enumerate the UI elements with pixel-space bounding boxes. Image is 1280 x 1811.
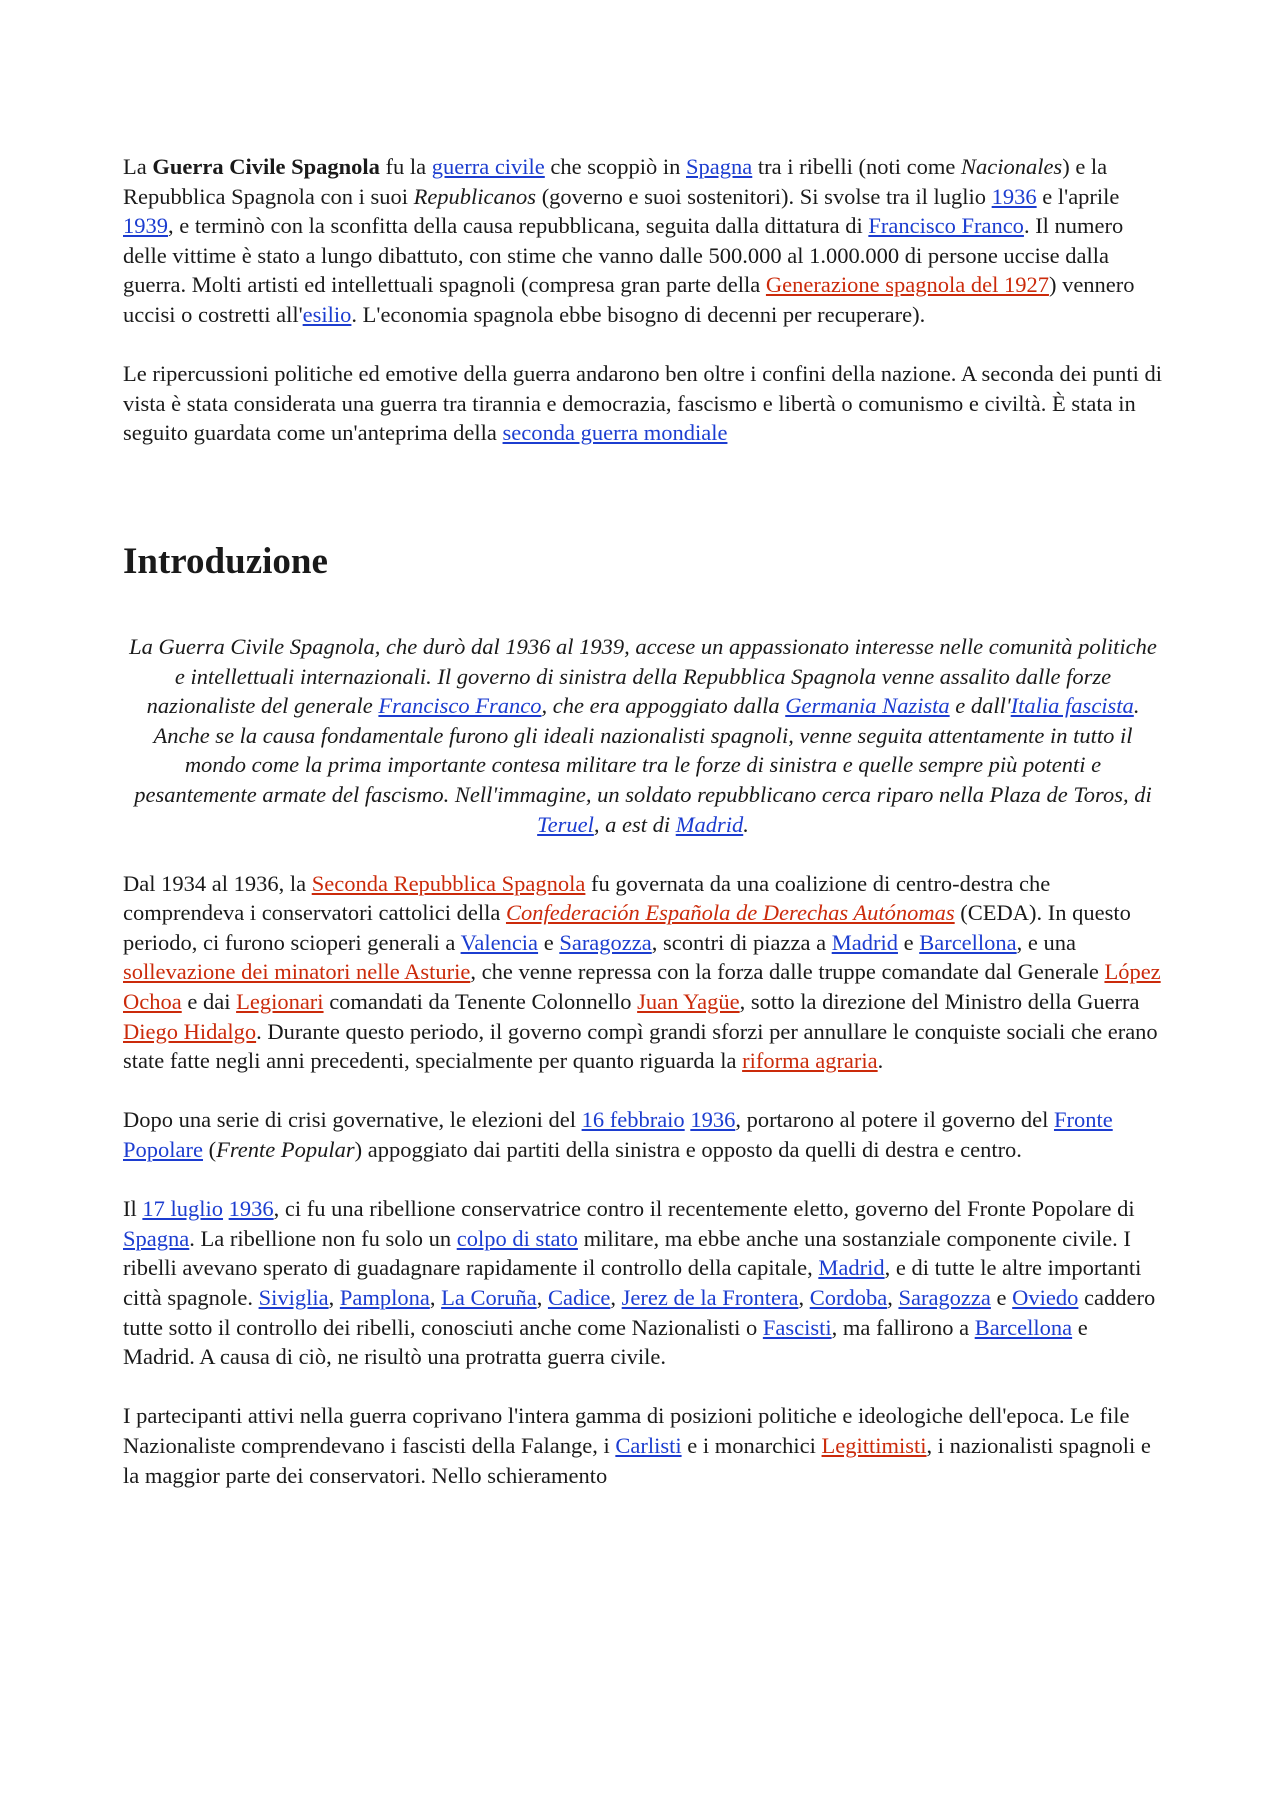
link-sollevazione-asturie[interactable]: sollevazione dei minatori nelle Asturie xyxy=(123,959,471,985)
link-17-luglio[interactable]: 17 luglio xyxy=(142,1196,224,1222)
link-carlisti[interactable]: Carlisti xyxy=(615,1432,682,1458)
link-spagna[interactable]: Spagna xyxy=(686,154,753,179)
link-madrid-2[interactable]: Madrid xyxy=(818,1255,885,1281)
body-paragraph-partecipanti: I partecipanti attivi nella guerra coprivano l'intera gamma di posizioni politiche e ideologiche dell'epoca. Le file Nazionaliste comprendevano i fascisti della Falange, i Carlisti e i monarchici Legittimisti, i nazionalisti spagnoli e la maggior parte dei conservatori. Nello schieramento xyxy=(123,1403,1151,1488)
link-saragozza[interactable]: Saragozza xyxy=(559,929,652,955)
link-generazione-1927[interactable]: Generazione spagnola del 1927 xyxy=(765,272,1049,298)
body-paragraph-ribellione: Il 17 luglio 1936, ci fu una ribellione conservatrice contro il recentemente eletto, governo del Fronte Popolare di Spagna. La ribellione non fu solo un colpo di stato militare, ma ebbe anche una sostanziale componente civile. I ribelli avevano sperato di guadagnare rapidamente il controllo della capitale, Madrid, e di tutte le altre importanti città spagnole. Siviglia, Pamplona, La Coruña, Cadice, Jerez de la Frontera, Cordoba, Saragozza e Oviedo caddero tutte sotto il controllo dei ribelli, conosciuti anche come Nazionalisti o Fascisti, ma fallirono a Barcellona e Madrid. A causa di ciò, ne risultò una protratta guerra civile. xyxy=(123,1196,1156,1370)
link-pamplona[interactable]: Pamplona xyxy=(339,1285,430,1310)
section-heading-introduzione: Introduzione xyxy=(123,540,328,582)
link-fronte-popolare[interactable]: Fronte Popolare xyxy=(123,1107,1113,1163)
link-ceda[interactable]: Confederación Española de Derechas Autónomas xyxy=(505,900,955,926)
link-germania-nazista[interactable]: Germania Nazista xyxy=(785,693,950,719)
link-madrid-caption[interactable]: Madrid xyxy=(675,811,744,837)
link-jerez-de-la-frontera[interactable]: Jerez de la Frontera xyxy=(621,1285,799,1310)
link-valencia[interactable]: Valencia xyxy=(460,929,539,955)
link-1936[interactable]: 1936 xyxy=(991,183,1037,209)
link-cordoba[interactable]: Cordoba xyxy=(809,1285,888,1310)
link-1936-elezioni[interactable]: 1936 xyxy=(690,1107,736,1133)
link-colpo-di-stato[interactable]: colpo di stato xyxy=(456,1225,578,1251)
link-legittimisti[interactable]: Legittimisti xyxy=(821,1432,927,1458)
intro-paragraph-1: La Guerra Civile Spagnola fu la guerra civile che scoppiò in Spagna tra i ribelli (noti come Nacionales) e la Repubblica Spagnola con i suoi Republicanos (governo e suoi sostenitori). Si svolse tra il luglio 1936 e l'aprile 1939, e terminò con la sconfitta della causa repubblicana, seguita dalla dittatura di Francisco Franco. Il numero delle vittime è stato a lungo dibattuto, con stime che vanno dalle 500.000 al 1.000.000 di persone uccise dalla guerra. Molti artisti ed intellettuali spagnoli (compresa gran parte della Generazione spagnola del 1927) vennero uccisi o costretti all'esilio. L'economia spagnola ebbe bisogno di decenni per recuperare). xyxy=(123,154,1135,327)
link-16-febbraio[interactable]: 16 febbraio xyxy=(581,1107,685,1133)
link-diego-hidalgo[interactable]: Diego Hidalgo xyxy=(123,1018,257,1044)
link-oviedo[interactable]: Oviedo xyxy=(1012,1285,1079,1310)
link-barcellona[interactable]: Barcellona xyxy=(919,929,1017,955)
link-saragozza-2[interactable]: Saragozza xyxy=(898,1285,991,1310)
link-francisco-franco[interactable]: Francisco Franco xyxy=(868,213,1024,239)
link-italia-fascista[interactable]: Italia fascista xyxy=(1010,693,1134,719)
link-siviglia[interactable]: Siviglia xyxy=(258,1285,329,1310)
link-la-coruna[interactable]: La Coruña xyxy=(441,1285,537,1310)
image-caption: La Guerra Civile Spagnola, che durò dal 1936 al 1939, accese un appassionato interesse nelle comunità politiche e intellettuali internazionali. Il governo di sinistra della Repubblica Spagnola venne assalito dalle forze nazionaliste del generale Francisco Franco, che era appoggiato dalla Germania Nazista e dall'Italia fascista. Anche se la causa fondamentale furono gli ideali nazionalisti spagnoli, venne seguita attentamente in tutto il mondo come la prima importante contesa militare tra le forze di sinistra e quelle sempre più potenti e pesantemente armate del fascismo. Nell'immagine, un soldato repubblicano cerca riparo nella Plaza de Toros, di Teruel, a est di Madrid. xyxy=(129,633,1157,837)
link-seconda-repubblica[interactable]: Seconda Repubblica Spagnola xyxy=(311,870,586,896)
link-lopez-ochoa[interactable]: López Ochoa xyxy=(123,959,1161,1015)
link-cadice[interactable]: Cadice xyxy=(547,1285,611,1310)
link-fascisti[interactable]: Fascisti xyxy=(762,1314,832,1340)
link-barcellona-2[interactable]: Barcellona xyxy=(974,1314,1073,1340)
link-1936-ribellione[interactable]: 1936 xyxy=(228,1196,274,1222)
link-guerra-civile[interactable]: guerra civile xyxy=(431,154,545,179)
document-page xyxy=(123,152,1163,1490)
link-esilio[interactable]: esilio xyxy=(302,301,352,327)
article-title-bold: Guerra Civile Spagnola xyxy=(152,154,380,179)
link-riforma-agraria[interactable]: riforma agraria xyxy=(742,1048,878,1074)
intro-paragraph-2: Le ripercussioni politiche ed emotive della guerra andarono ben oltre i confini della nazione. A seconda dei punti di vista è stata considerata una guerra tra tirannia e democrazia, fascismo e libertà o comunismo e civiltà. È stata in seguito guardata come un'anteprima della seconda guerra mondiale xyxy=(123,361,1163,446)
link-1939[interactable]: 1939 xyxy=(123,213,168,239)
body-paragraph-1934: Dal 1934 al 1936, la Seconda Repubblica Spagnola fu governata da una coalizione di centro-destra che comprendeva i conservatori cattolici della Confederación Española de Derechas Autónomas (CEDA). In questo periodo, ci furono scioperi generali a Valencia e Saragozza, scontri di piazza a Madrid e Barcellona, e una sollevazione dei minatori nelle Asturie, che venne repressa con la forza dalle truppe comandate dal Generale López Ochoa e dai Legionari comandati da Tenente Colonnello Juan Yagüe, sotto la direzione del Ministro della Guerra Diego Hidalgo. Durante questo periodo, il governo compì grandi sforzi per annullare le conquiste sociali che erano state fatte negli anni precedenti, specialmente per quanto riguarda la riforma agraria. xyxy=(123,870,1161,1074)
body-paragraph-elezioni: Dopo una serie di crisi governative, le elezioni del 16 febbraio 1936, portarono al potere il governo del Fronte Popolare (Frente Popular) appoggiato dai partiti della sinistra e opposto da quelli di destra e centro. xyxy=(123,1107,1113,1163)
link-seconda-guerra-mondiale[interactable]: seconda guerra mondiale xyxy=(502,420,728,446)
link-spagna-2[interactable]: Spagna xyxy=(123,1225,190,1251)
link-madrid[interactable]: Madrid xyxy=(831,929,898,955)
link-legionari[interactable]: Legionari xyxy=(236,989,324,1015)
link-juan-yague[interactable]: Juan Yagüe xyxy=(637,989,740,1015)
link-francisco-franco-caption[interactable]: Francisco Franco xyxy=(378,693,542,719)
link-teruel[interactable]: Teruel xyxy=(537,811,594,837)
